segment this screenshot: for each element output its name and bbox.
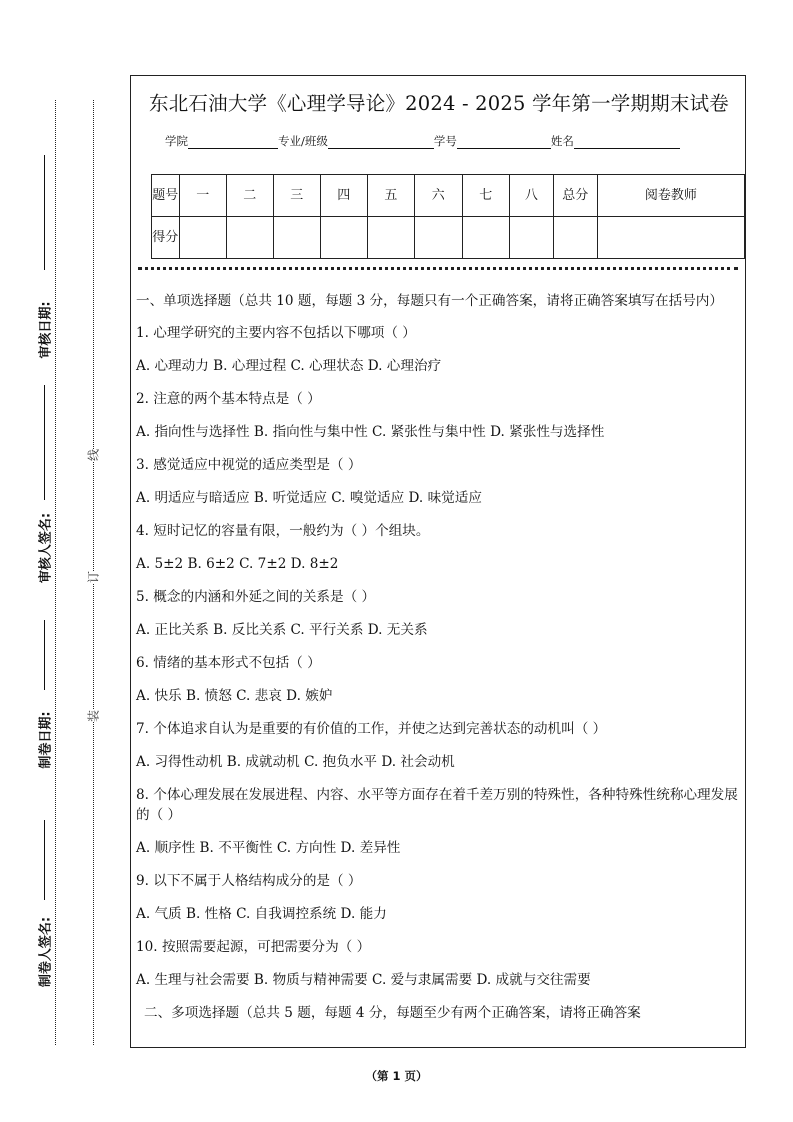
score-col-reviewer: 阅卷教师 bbox=[597, 175, 744, 217]
question-1-options: A. 心理动力 B. 心理过程 C. 心理状态 D. 心理治疗 bbox=[136, 358, 442, 374]
score-cell[interactable] bbox=[553, 217, 597, 259]
dotted-separator bbox=[138, 267, 738, 270]
question-2-options: A. 指向性与选择性 B. 指向性与集中性 C. 紧张性与集中性 D. 紧张性与选择性 bbox=[136, 424, 605, 440]
question-1: 1. 心理学研究的主要内容不包括以下哪项（ ） bbox=[136, 325, 416, 341]
score-col-8: 八 bbox=[509, 175, 553, 217]
maker-sign-underline bbox=[44, 820, 45, 900]
student-info-line bbox=[165, 133, 680, 149]
score-cell[interactable] bbox=[227, 217, 274, 259]
student-id-label: 学号 bbox=[433, 134, 457, 148]
question-6-options: A. 快乐 B. 愤怒 C. 悲哀 D. 嫉妒 bbox=[136, 688, 333, 704]
score-cell[interactable] bbox=[462, 217, 509, 259]
maker-sign-label: 制卷人签名: bbox=[35, 915, 54, 989]
major-label: 专业/班级 bbox=[278, 134, 328, 148]
score-cell[interactable] bbox=[367, 217, 414, 259]
binding-char-fix: 装 bbox=[83, 710, 104, 722]
score-col-5: 五 bbox=[367, 175, 414, 217]
question-7: 7. 个体追求自认为是重要的有价值的工作，并使之达到完善状态的动机叫（ ） bbox=[136, 721, 607, 737]
score-cell[interactable] bbox=[415, 217, 462, 259]
question-10: 10. 按照需要起源，可把需要分为（ ） bbox=[136, 939, 371, 955]
review-date-label: 审核日期: bbox=[35, 299, 54, 360]
name-label: 姓名 bbox=[550, 134, 574, 148]
question-5-options: A. 正比关系 B. 反比关系 C. 平行关系 D. 无关系 bbox=[136, 622, 428, 638]
question-3: 3. 感觉适应中视觉的适应类型是（ ） bbox=[136, 457, 362, 473]
score-cell[interactable] bbox=[273, 217, 320, 259]
score-table-value-row bbox=[152, 217, 745, 259]
question-4: 4. 短时记忆的容量有限，一般约为（ ）个组块。 bbox=[136, 523, 430, 539]
section1-heading: 一、单项选择题（总共 10 题，每题 3 分，每题只有一个正确答案，请将正确答案填写在括号内） bbox=[136, 293, 723, 309]
score-col-1: 一 bbox=[179, 175, 226, 217]
question-4-options: A. 5±2 B. 6±2 C. 7±2 D. 8±2 bbox=[136, 556, 339, 572]
student-id-field[interactable] bbox=[457, 136, 551, 149]
score-cell[interactable] bbox=[321, 217, 368, 259]
question-3-options: A. 明适应与暗适应 B. 听觉适应 C. 嗅觉适应 D. 味觉适应 bbox=[136, 490, 482, 506]
exam-title: 东北石油大学《心理学导论》2024 - 2025 学年第一学期期末试卷 bbox=[149, 92, 729, 115]
major-field[interactable] bbox=[328, 136, 434, 149]
exam-content bbox=[136, 291, 744, 1023]
binding-char-line: 线 bbox=[83, 449, 104, 461]
binding-dotted-line-outer bbox=[55, 100, 56, 1045]
question-7-options: A. 习得性动机 B. 成就动机 C. 抱负水平 D. 社会动机 bbox=[136, 754, 455, 770]
question-9-options: A. 气质 B. 性格 C. 自我调控系统 D. 能力 bbox=[136, 906, 387, 922]
question-2: 2. 注意的两个基本特点是（ ） bbox=[136, 391, 321, 407]
college-label: 学院 bbox=[165, 134, 188, 148]
make-date-label: 制卷日期: bbox=[35, 709, 54, 770]
score-col-6: 六 bbox=[415, 175, 462, 217]
score-cell[interactable] bbox=[597, 217, 744, 259]
page-number: （第 1 页） bbox=[365, 1069, 428, 1083]
question-10-options: A. 生理与社会需要 B. 物质与精神需要 C. 爱与隶属需要 D. 成就与交往需要 bbox=[136, 972, 591, 988]
question-8-options: A. 顺序性 B. 不平衡性 C. 方向性 D. 差异性 bbox=[136, 840, 401, 856]
question-5: 5. 概念的内涵和外延之间的关系是（ ） bbox=[136, 589, 376, 605]
score-col-3: 三 bbox=[273, 175, 320, 217]
score-col-total: 总分 bbox=[553, 175, 597, 217]
review-date-underline bbox=[44, 155, 45, 270]
score-cell[interactable] bbox=[179, 217, 226, 259]
score-col-7: 七 bbox=[462, 175, 509, 217]
score-cell[interactable] bbox=[509, 217, 553, 259]
question-8: 8. 个体心理发展在发展进程、内容、水平等方面存在着千差万别的特殊性，各种特殊性统称心理发展的（ ） bbox=[136, 787, 738, 823]
question-6: 6. 情绪的基本形式不包括（ ） bbox=[136, 655, 321, 671]
question-9: 9. 以下不属于人格结构成分的是（ ） bbox=[136, 873, 362, 889]
score-col-2: 二 bbox=[227, 175, 274, 217]
score-table-row1-label: 题号 bbox=[152, 175, 180, 217]
score-col-4: 四 bbox=[321, 175, 368, 217]
exam-frame bbox=[130, 75, 746, 1048]
binding-char-order: 订 bbox=[83, 571, 104, 583]
score-table-header-row bbox=[152, 175, 745, 217]
make-date-underline bbox=[44, 620, 45, 690]
reviewer-sign-underline bbox=[44, 385, 45, 500]
college-field[interactable] bbox=[188, 136, 278, 149]
reviewer-sign-label: 审核人签名: bbox=[35, 511, 54, 585]
score-table-row2-label: 得分 bbox=[152, 217, 180, 259]
name-field[interactable] bbox=[574, 136, 680, 149]
score-table bbox=[151, 174, 745, 259]
section2-heading: 二、多项选择题（总共 5 题，每题 4 分，每题至少有两个正确答案，请将正确答案 bbox=[144, 1005, 641, 1021]
